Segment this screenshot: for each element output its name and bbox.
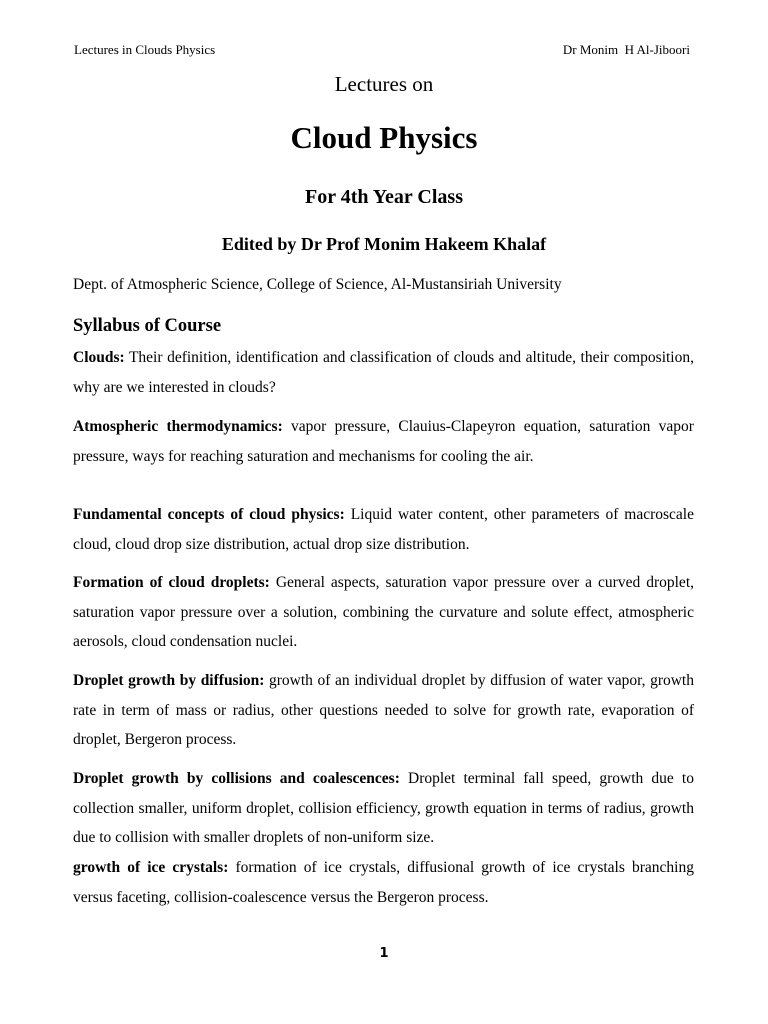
page-title: Cloud Physics [290, 120, 478, 155]
syllabus-item-atmospheric-thermodynamics [73, 412, 694, 471]
syllabus-heading: Syllabus of Course [73, 316, 222, 336]
syllabus-term: Formation of cloud droplets: [73, 574, 270, 591]
syllabus-term: Fundamental concepts of cloud physics: [73, 506, 345, 523]
class-subtitle: For 4th Year Class [305, 186, 463, 208]
syllabus-description: vapor pressure, Clauius-Clapeyron equation, saturation vapor pressure, ways for reaching saturation and mechanisms for cooling the air. [73, 418, 694, 465]
syllabus-item-formation-of-droplets [73, 568, 694, 657]
syllabus-term: Atmospheric thermodynamics: [73, 418, 283, 435]
syllabus-item-clouds [73, 343, 694, 402]
syllabus-term: Droplet growth by collisions and coalescences: [73, 770, 400, 787]
page-number: 1 [379, 946, 389, 961]
syllabus-item-fundamental-concepts [73, 500, 694, 559]
syllabus-item-growth-by-diffusion [73, 666, 694, 755]
editor-line: Edited by Dr Prof Monim Hakeem Khalaf [221, 234, 547, 254]
syllabus-description: General aspects, saturation vapor pressure over a curved droplet, saturation vapor pressure over a solution, combining the curvature and solute effect, atmospheric aerosols, cloud condensation nuclei. [73, 574, 694, 650]
syllabus-description: growth of an individual droplet by diffusion of water vapor, growth rate in term of mass or radius, other questions needed to solve for growth rate, evaporation of droplet, Bergeron process. [73, 672, 694, 748]
syllabus-description: Droplet terminal fall speed, growth due to collection smaller, uniform droplet, collision efficiency, growth equation in terms of radius, growth due to collision with smaller droplets of non-uniform size. [73, 770, 694, 846]
syllabus-description: Their definition, identification and classification of clouds and altitude, their composition, why are we interested in clouds? [73, 349, 694, 396]
syllabus-term: Droplet growth by diffusion: [73, 672, 265, 689]
department-line: Dept. of Atmospheric Science, College of Science, Al-Mustansiriah University [73, 276, 562, 293]
syllabus-term: growth of ice crystals: [73, 859, 229, 876]
syllabus-description: formation of ice crystals, diffusional growth of ice crystals branching versus faceting, collision-coalescence versus the Bergeron process. [73, 859, 694, 906]
lectures-on-heading: Lectures on [334, 72, 434, 96]
syllabus-term: Clouds: [73, 349, 125, 366]
syllabus-item-growth-by-collisions [73, 764, 694, 853]
syllabus-description: Liquid water content, other parameters of macroscale cloud, cloud drop size distribution, actual drop size distribution. [73, 506, 694, 553]
header-author: Dr Monim H Al-Jiboori [562, 42, 690, 57]
header-course-title: Lectures in Clouds Physics [74, 42, 216, 57]
syllabus-item-ice-crystals [73, 853, 694, 912]
running-header [74, 42, 690, 58]
